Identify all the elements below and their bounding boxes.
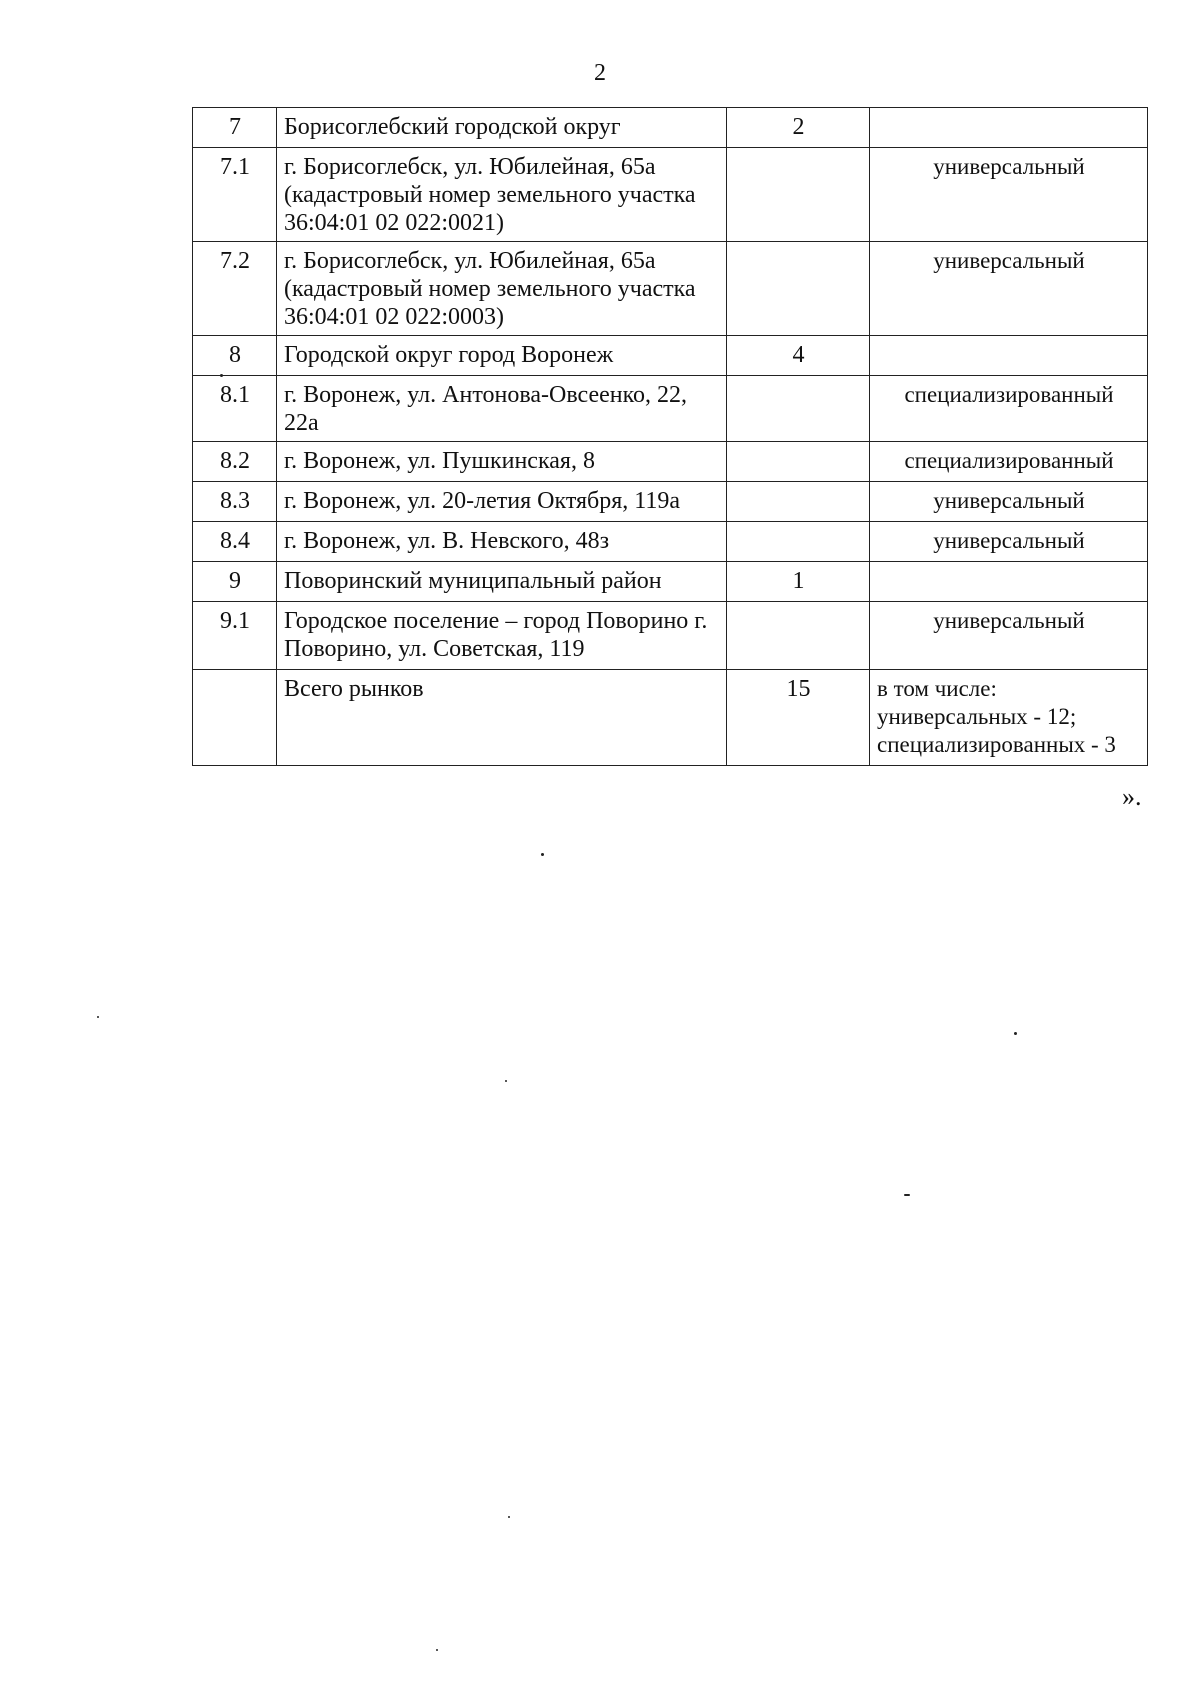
row-number-cell: 7.2	[193, 242, 277, 336]
closing-quote-mark: ».	[1122, 782, 1142, 811]
total-breakdown-line: универсальных - 12;	[877, 704, 1077, 729]
market-address-cell: г. Воронеж, ул. Антонова-Овсеенко, 22, 22а	[277, 376, 727, 442]
district-name-cell: Борисоглебский городской округ	[277, 108, 727, 148]
total-breakdown-line: специализированных - 3	[877, 732, 1116, 757]
market-type-cell: специализированный	[870, 376, 1148, 442]
market-count-cell: 1	[727, 562, 870, 602]
market-type-cell: универсальный	[870, 242, 1148, 336]
table-row	[193, 482, 1148, 522]
row-number-cell: 8	[193, 336, 277, 376]
scan-speck	[541, 853, 544, 856]
scan-speck	[220, 374, 223, 377]
market-address-cell: г. Воронеж, ул. В. Невского, 48з	[277, 522, 727, 562]
scan-speck	[904, 1194, 910, 1196]
total-count-cell: 15	[727, 670, 870, 766]
market-type-cell: универсальный	[870, 522, 1148, 562]
total-label-cell: Всего рынков	[277, 670, 727, 766]
row-number-cell: 7.1	[193, 148, 277, 242]
market-count-cell	[727, 148, 870, 242]
scan-speck	[436, 1649, 438, 1651]
market-type-cell: универсальный	[870, 602, 1148, 670]
district-name-cell: Городской округ город Воронеж	[277, 336, 727, 376]
market-type-cell: универсальный	[870, 148, 1148, 242]
market-address-cell: г. Воронеж, ул. Пушкинская, 8	[277, 442, 727, 482]
market-count-cell	[727, 242, 870, 336]
table-row	[193, 442, 1148, 482]
table-row	[193, 242, 1148, 336]
table-row	[193, 522, 1148, 562]
row-number-cell: 9.1	[193, 602, 277, 670]
table-row	[193, 108, 1148, 148]
market-address-cell: Городское поселение – город Поворино г. Поворино, ул. Советская, 119	[277, 602, 727, 670]
market-count-cell	[727, 482, 870, 522]
market-type-cell: специализированный	[870, 442, 1148, 482]
market-type-cell	[870, 108, 1148, 148]
total-breakdown-cell	[870, 670, 1148, 766]
table-row	[193, 376, 1148, 442]
scan-speck	[505, 1080, 507, 1082]
row-number-cell: 8.3	[193, 482, 277, 522]
row-number-cell: 8.1	[193, 376, 277, 442]
market-count-cell	[727, 602, 870, 670]
market-type-cell	[870, 336, 1148, 376]
total-row	[193, 670, 1148, 766]
market-address-cell: г. Воронеж, ул. 20-летия Октября, 119а	[277, 482, 727, 522]
total-breakdown-line: в том числе:	[877, 676, 997, 701]
row-number-cell: 7	[193, 108, 277, 148]
table-row	[193, 602, 1148, 670]
market-count-cell	[727, 376, 870, 442]
market-count-cell	[727, 522, 870, 562]
row-number-cell: 8.4	[193, 522, 277, 562]
scan-speck	[508, 1516, 510, 1518]
row-number-cell: 9	[193, 562, 277, 602]
markets-table	[192, 107, 1148, 766]
table-row	[193, 148, 1148, 242]
market-type-cell	[870, 562, 1148, 602]
market-address-cell: г. Борисоглебск, ул. Юбилейная, 65а (кадастровый номер земельного участка 36:04:01 02 022:0003)	[277, 242, 727, 336]
scan-speck	[1014, 1032, 1017, 1035]
market-count-cell	[727, 442, 870, 482]
market-count-cell: 4	[727, 336, 870, 376]
market-type-cell: универсальный	[870, 482, 1148, 522]
district-name-cell: Поворинский муниципальный район	[277, 562, 727, 602]
table-row	[193, 336, 1148, 376]
table-row	[193, 562, 1148, 602]
market-address-cell: г. Борисоглебск, ул. Юбилейная, 65а (кадастровый номер земельного участка 36:04:01 02 022:0021)	[277, 148, 727, 242]
page-number: 2	[594, 60, 606, 86]
market-count-cell: 2	[727, 108, 870, 148]
row-number-cell: 8.2	[193, 442, 277, 482]
scan-speck	[97, 1016, 99, 1018]
row-number-cell	[193, 670, 277, 766]
